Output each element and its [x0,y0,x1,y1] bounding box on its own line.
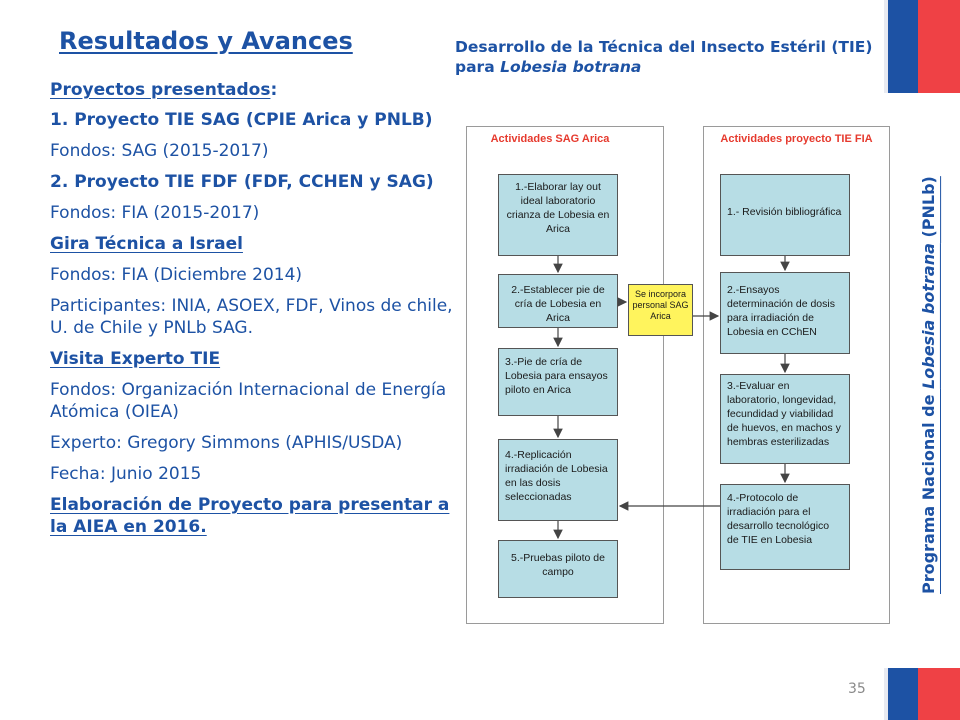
visita-expert: Experto: Gregory Simmons (APHIS/USDA) [50,433,403,453]
page-number: 35 [848,681,866,697]
sag-step-1: 1.-Elaborar lay out ideal laboratorio crianza de Lobesia en Arica [498,174,618,256]
sag-step-4: 4.-Replicación irradiación de Lobesia en las dosis seleccionadas [498,439,618,521]
visita-date: Fecha: Junio 2015 [50,464,202,484]
fia-step-2: 2.-Ensayos determinación de dosis para irradiación de Lobesia en CChEN [720,272,850,354]
gira-funding: Fondos: FIA (Diciembre 2014) [50,265,303,285]
tie-flow-diagram [466,126,891,624]
project-2-title: 2. Proyecto TIE FDF (FDF, CCHEN y SAG) [50,172,434,192]
side-label-lead: Programa Nacional de [919,388,938,594]
proyectos-label: Proyectos presentados [50,80,271,100]
side-label-tail: (PNLb) [919,176,938,244]
sag-step-3: 3.-Pie de cría de Lobesia para ensayos piloto en Arica [498,348,618,416]
project-1-title: 1. Proyecto TIE SAG (CPIE Arica y PNLB) [50,110,433,130]
side-label-species: Lobesia botrana [919,243,938,389]
fia-step-1: 1.- Revisión bibliográfica [720,174,850,256]
fia-step-4: 4.-Protocolo de irradiación para el desarrollo tecnológico de TIE en Lobesia [720,484,850,570]
flag-decoration-top [884,0,960,93]
project-1-funding: Fondos: SAG (2015-2017) [50,141,269,161]
gira-participants: Participantes: INIA, ASOEX, FDF, Vinos de chile, U. de Chile y PNLb SAG. [50,296,453,338]
proyectos-colon: : [270,80,278,100]
sag-step-5: 5.-Pruebas piloto de campo [498,540,618,598]
results-text-block [50,79,455,538]
flow-arrows [466,126,891,624]
program-vertical-label [919,140,949,630]
sag-column-header: Actividades SAG Arica [490,133,610,145]
subtitle-lead: Desarrollo de la Técnica del Insecto Estéril (TIE) para [455,38,873,76]
fia-column-header: Actividades proyecto TIE FIA [720,133,873,145]
slide-title: Resultados y Avances [59,27,353,55]
flag-decoration-bottom [884,668,960,720]
sag-staff-note: Se incorpora personal SAG Arica [628,284,693,336]
elaboracion-heading: Elaboración de Proyecto para presentar a la AIEA en 2016. [50,495,450,537]
slide-subtitle [455,37,875,77]
proyectos-heading [50,79,455,101]
visita-heading: Visita Experto TIE [50,349,221,369]
gira-heading: Gira Técnica a Israel [50,234,243,254]
subtitle-species: Lobesia botrana [500,58,642,76]
visita-funding: Fondos: Organización Internacional de Energía Atómica (OIEA) [50,380,447,422]
fia-step-3: 3.-Evaluar en laboratorio, longevidad, fecundidad y viabilidad de huevos, en machos y hembras esterilizadas [720,374,850,464]
sag-step-2: 2.-Establecer pie de cría de Lobesia en Arica [498,274,618,328]
project-2-funding: Fondos: FIA (2015-2017) [50,203,260,223]
